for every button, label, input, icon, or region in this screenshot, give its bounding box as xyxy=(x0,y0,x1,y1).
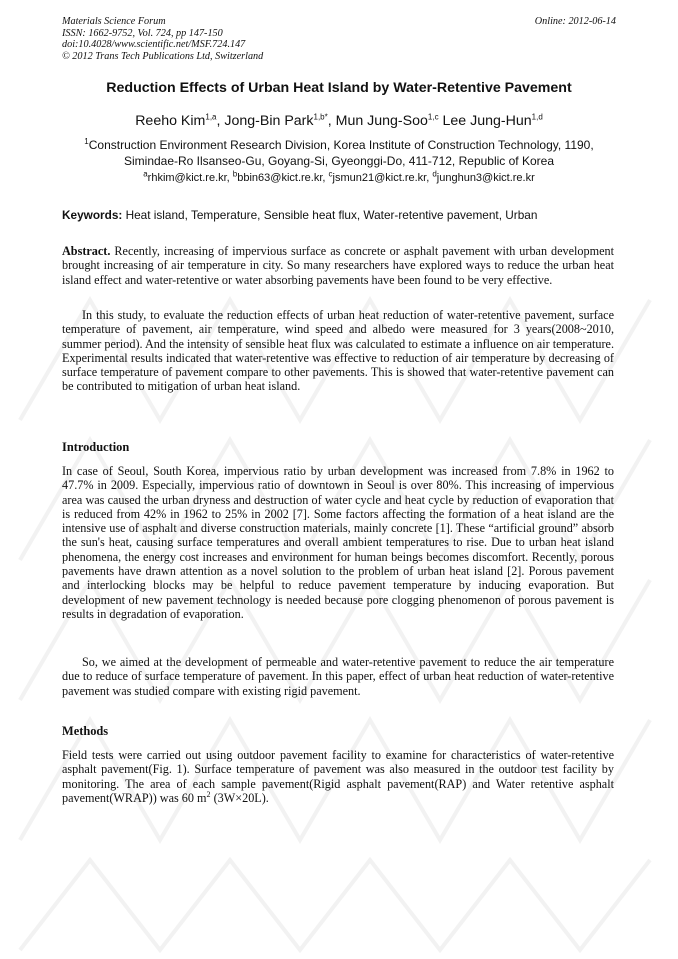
email-link[interactable]: junghun3@kict.re.kr xyxy=(436,172,535,184)
introduction-paragraph-1: In case of Seoul, South Korea, impervious ratio by urban development was increased from 7.8% in 1962 to 47.7% in 2009. Especially, impervious ratio of downtown in Seoul is over 80%. This increasing of impervious area was caused the urban dryness and destruction of water cycle and heat cycle by reduction of evaporation that is reduced from 42% in 1962 to 25% in 2002 [7]. Some factors affecting the formation of a heat island are the intensive use of asphalt and diverse construction materials, mainly concrete [1]. These “artificial ground” absorb the sun's heat, causing surface temperatures and overall ambient temperatures to rise. Due to urban heat island phenomena, the energy cost increases and environment for human beings becomes discomfort. Recently, porous pavements have drawn attention as a novel solution to the problem of urban heat island [2]. Porous pavement and interlocking blocks may be helpful to reduce pavement temperature by inducing evaporation. But development of new pavement technology is needed because pore clogging phenomenon of porous pavement is results in degradation of evaporation. xyxy=(62,464,614,621)
methods-heading: Methods xyxy=(62,724,109,738)
affiliation: $^1$Construction Environment Research Division, Korea Institute of Construction Technology, 1190, Simindae-Ro Ilsanseo-Gu, Goyang-Si, Gyeonggi-Do, 411-712, Republic of Korea xyxy=(84,137,594,168)
author-list: Reeho Kim$^{1,a}$, Jong-Bin Park$^{1,b*}$, Mun Jung-Soo$^{1,c}$ Lee Jung-Hun$^{1,d}$ xyxy=(135,112,543,129)
author-name: Mun Jung-Soo xyxy=(335,113,428,129)
paper-title: Reduction Effects of Urban Heat Island by Water-Retentive Pavement xyxy=(106,80,572,96)
introduction-heading: Introduction xyxy=(62,440,130,454)
author-sup: 1,c xyxy=(427,112,439,122)
doi: doi:10.4028/www.scientific.net/MSF.724.147 xyxy=(62,39,246,51)
issn: ISSN: 1662-9752, Vol. 724, pp 147-150 xyxy=(62,27,223,39)
author-name: Jong-Bin Park xyxy=(224,113,314,129)
author-name: Lee Jung-Hun xyxy=(442,113,532,129)
abstract-paragraph-1: Abstract. Recently, increasing of impervious surface as concrete or asphalt pavement with urban development brought increasing of air temperature in city. So many researchers have explored ways to reduce the urban heat island effect and water-retentive or water absorbing pavements have been found to be very effective. xyxy=(62,244,614,287)
methods-paragraph-1: Field tests were carried out using outdoor pavement facility to examine for characteristics of water-retentive asphalt pavement(Fig. 1). Surface temperature of pavement was also measured in the outdoor test facility by monitoring. The area of each sample pavement(Rigid asphalt pavement(RAP) and Water retentive asphalt pavement(WRAP)) was 60 $m^2$ (3W×20L). xyxy=(62,748,614,805)
author-sup: 1,a xyxy=(205,112,217,122)
email-link[interactable]: rhkim@kict.re.kr, xyxy=(147,172,233,184)
copyright: © 2012 Trans Tech Publications Ltd, Switzerland xyxy=(62,50,264,62)
online-date: Online: 2012-06-14 xyxy=(534,16,616,27)
author-sup: 1,b* xyxy=(313,112,328,122)
email-link[interactable]: jsmun21@kict.re.kr, xyxy=(332,172,433,184)
introduction-paragraph-2: So, we aimed at the development of permeable and water-retentive pavement to reduce the air temperature due to reduce of surface temperature of pavement. In this paper, effect of urban heat reduction of water-retentive pavement was studied compare with existing rigid pavement. xyxy=(62,655,614,698)
journal-header xyxy=(62,16,263,62)
keywords-text: Heat island, Temperature, Sensible heat flux, Water-retentive pavement, Urban xyxy=(122,208,538,222)
email-link[interactable]: bbin63@kict.re.kr, xyxy=(237,172,329,184)
abstract-label: Abstract. xyxy=(62,244,111,258)
email-list: $^a$rhkim@kict.re.kr, $^b$bbin63@kict.re.kr, $^c$jsmun21@kict.re.kr, $^d$junghun3@kict.re.kr xyxy=(143,169,535,184)
journal-name: Materials Science Forum xyxy=(62,16,166,27)
abstract-paragraph-2: In this study, to evaluate the reduction effects of urban heat reduction of water-retentive pavement, surface temperature of pavement, air temperature, wind speed and albedo were measured for 3 years(2008~2010, summer period). And the intensity of sensible heat flux was calculated to estimate a influence on air temperature. Experimental results indicated that water-retentive was effective to reduction of air temperature by decreasing of surface temperature of pavement compare to other pavements. This is showed that water-retentive pavement can be contributed to mitigation of urban heat island. xyxy=(62,308,614,394)
keywords xyxy=(62,208,616,222)
author-name: Reeho Kim xyxy=(135,113,206,129)
keywords-label: Keywords: xyxy=(62,208,123,222)
author-sup: 1,d xyxy=(531,112,543,122)
